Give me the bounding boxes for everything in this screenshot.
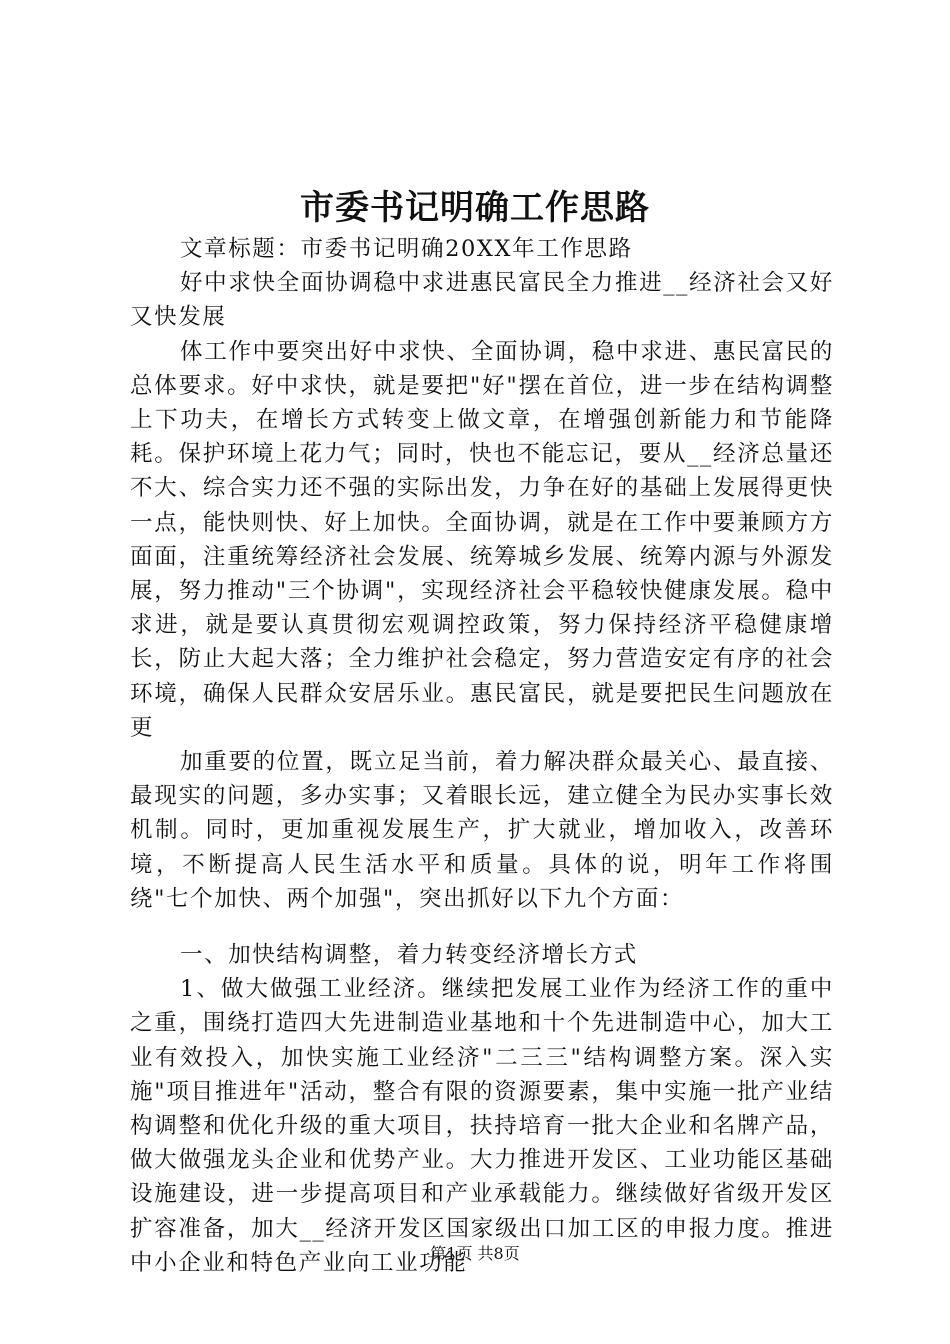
section-heading: 一、加快结构调整，着力转变经济增长方式: [180, 942, 638, 969]
article-heading-line: 文章标题：市委书记明确20XX年工作思路: [180, 236, 633, 262]
document-body: [130, 232, 834, 1280]
page-footer: 第1页 共8页: [430, 1244, 520, 1263]
body-paragraph: 体工作中要突出好中求快、全面协调，稳中求进、惠民富民的总体要求。好中求快，就是要把"好"摆在首位，进一步在结构调整上下功夫，在增长方式转变上做文章，在增强创新能力和节能降耗。保护环境上花力气；同时，快也不能忘记，要从__经济总量还不大、综合实力还不强的实际出发，力争在好的基础上发展得更快一点，能快则快、好上加快。全面协调，就是在工作中要兼顾方方面面，注重统筹经济社会发展、统筹城乡发展、统筹内源与外源发展，努力推动"三个协调"，实现经济社会平稳较快健康发展。稳中求进，就是要认真贯彻宏观调控政策，努力保持经济平稳健康增长，防止大起大落；全力维护社会稳定，努力营造安定有序的社会环境，确保人民群众安居乐业。惠民富民，就是要把民生问题放在更: [130, 338, 834, 741]
body-paragraph: 加重要的位置，既立足当前，着力解决群众最关心、最直接、最现实的问题，多办实事；又着眼长远，建立健全为民办实事长效机制。同时，更加重视发展生产，扩大就业，增加收入，改善环境，不断提高人民生活水平和质量。具体的说，明年工作将围绕"七个加快、两个加强"，突出抓好以下九个方面：: [130, 749, 834, 912]
body-paragraph: 1、做大做强工业经济。继续把发展工业作为经济工作的重中之重，围绕打造四大先进制造业基地和十个先进制造中心，加大工业有效投入，加快实施工业经济"二三三"结构调整方案。深入实施"项目推进年"活动，整合有限的资源要素，集中实施一批产业结构调整和优化升级的重大项目，扶持培育一批大企业和名牌产品，做大做强龙头企业和优势产业。大力推进开发区、工业功能区基础设施建设，进一步提高项目和产业承载能力。继续做好省级开发区扩容准备，加大__经济开发区国家级出口加工区的申报力度。推进中小企业和特色产业向工业功能: [130, 976, 834, 1276]
subtitle-paragraph: 好中求快全面协调稳中求进惠民富民全力推进__经济社会又好又快发展: [130, 270, 834, 331]
page-title: 市委书记明确工作思路: [300, 188, 650, 228]
